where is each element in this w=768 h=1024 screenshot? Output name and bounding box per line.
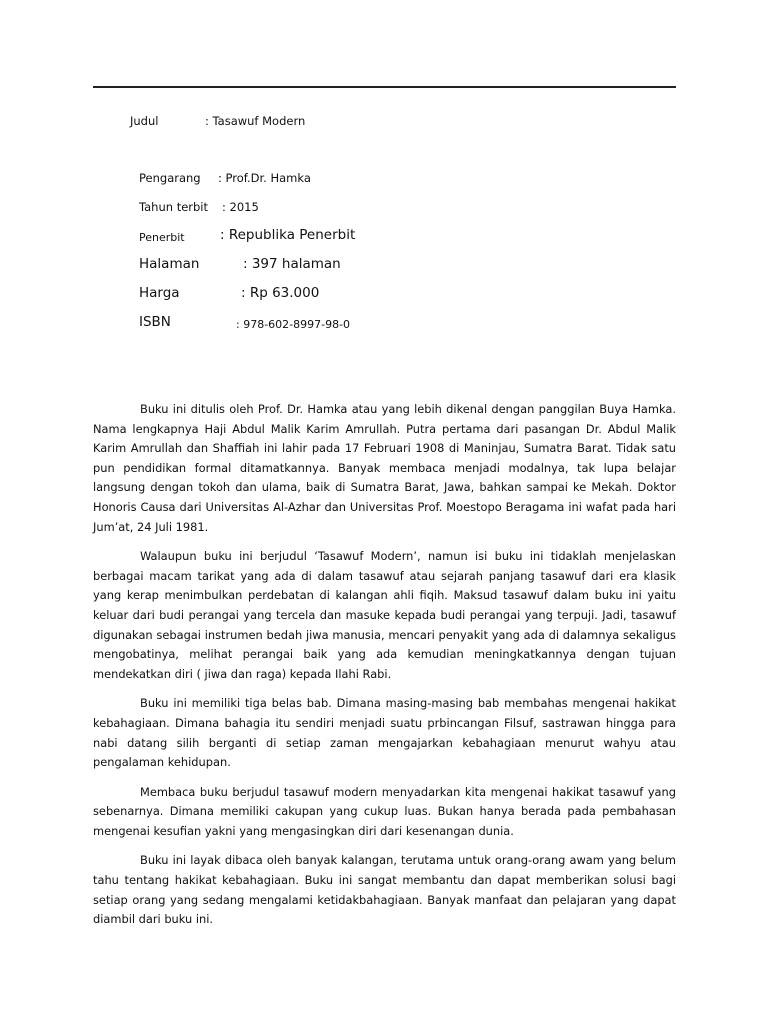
meta-label: ISBN <box>139 314 171 330</box>
meta-value: : Republika Penerbit <box>220 227 356 243</box>
paragraph: Membaca buku berjudul tasawuf modern menyadarkan kita mengenai hakikat tasawuf yang sebenarnya. Dimana memiliki cakupan yang cukup luas. Bukan hanya berada pada pembahasan mengenai kesufian yakni yang mengasingkan diri dari kesenangan dunia. <box>93 784 676 838</box>
meta-label: Tahun terbit <box>139 200 209 214</box>
meta-label: Penerbit <box>139 231 185 244</box>
meta-value: : Rp 63.000 <box>241 285 320 301</box>
meta-value: : 397 halaman <box>243 256 341 272</box>
meta-value: : Prof.Dr. Hamka <box>218 171 311 185</box>
paragraph: Buku ini layak dibaca oleh banyak kalangan, terutama untuk orang-orang awam yang belum tahu tentang hakikat kebahagiaan. Buku ini sangat membantu dan dapat memberikan solusi bagi setiap orang yang sedang mengalami ketidakbahagiaan. Banyak manfaat dan pelajaran yang dapat diambil dari buku ini. <box>93 853 676 927</box>
review-body <box>93 400 676 940</box>
meta-label: Judul <box>130 114 159 128</box>
paragraph: Walaupun buku ini berjudul ‘Tasawuf Modern’, namun isi buku ini tidaklah menjelaskan berbagai macam tarikat yang ada di dalam tasawuf atau sejarah panjang tasawuf dari era klasik yang kerap menimbulkan perdebatan di kalangan ahli fiqih. Maksud tasawuf dalam buku ini yaitu keluar dari budi perangai yang tercela dan masuke kepada budi perangai yang terpuji. Jadi, tasawuf digunakan sebagai instrumen bedah jiwa manusia, mencari penyakit yang ada di dalamnya sekaligus mengobatinya, melihat perangai baik yang ada kemudian meningkatkannya dengan tujuan mendekatkan diri ( jiwa dan raga) kepada Ilahi Rabi. <box>93 549 676 681</box>
header-rule <box>93 86 676 88</box>
meta-value: : 2015 <box>222 200 259 214</box>
paragraph: Buku ini memiliki tiga belas bab. Dimana masing-masing bab membahas mengenai hakikat kebahagiaan. Dimana bahagia itu sendiri menjadi suatu prbincangan Filsuf, sastrawan hingga para nabi datang silih berganti di setiap zaman mengajarkan kebahagiaan menurut wahyu atau pengalaman kehidupan. <box>93 696 676 770</box>
meta-value: : 978-602-8997-98-0 <box>236 318 351 331</box>
meta-label: Harga <box>139 285 180 301</box>
meta-value: : Tasawuf Modern <box>205 114 306 128</box>
paragraph: Buku ini ditulis oleh Prof. Dr. Hamka atau yang lebih dikenal dengan panggilan Buya Hamka. Nama lengkapnya Haji Abdul Malik Karim Amrullah. Putra pertama dari pasangan Dr. Abdul Malik Karim Amrullah dan Shaffiah ini lahir pada 17 Februari 1908 di Maninjau, Sumatra Barat. Tidak satu pun pendidikan formal ditamatkannya. Banyak membaca menjadi modalnya, tak lupa belajar langsung dengan tokoh dan ulama, baik di Sumatra Barat, Jawa, bahkan sampai ke Mekah. Doktor Honoris Causa dari Universitas Al-Azhar dan Universitas Prof. Moestopo Beragama ini wafat pada hari Jum’at, 24 Juli 1981. <box>93 402 676 534</box>
meta-label: Pengarang <box>139 171 201 185</box>
meta-label: Halaman <box>139 256 200 272</box>
